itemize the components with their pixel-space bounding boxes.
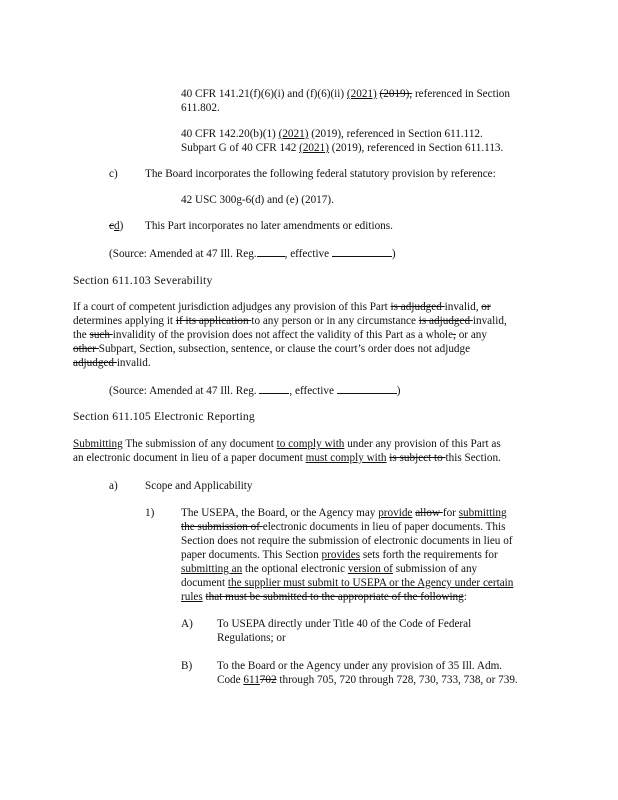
deleted-text: allow [415,507,443,519]
item-B-label: B) [181,660,193,672]
blank-line [257,246,285,257]
blank-line [337,383,397,394]
statute-ref: 42 USC 300g-6(d) and (e) (2017). [181,194,334,206]
item-1-label: 1) [145,507,155,519]
item-1-line7: rules that must be submitted to the appropriate of the following: [181,591,467,603]
inserted-text: (2021) [299,142,329,154]
deleted-text: , [453,329,456,341]
item-1-line5: submitting an the optional electronic version of submission of any [181,563,478,575]
item-a-label: a) [109,480,118,492]
deleted-text: the submission of [181,521,263,533]
inserted-text: submitting an [181,563,243,575]
item-1-line3: Section does not require the submission of electronic documents in lieu of [181,535,513,547]
item-1-line4: paper documents. This Section provides sets forth the requirements for [181,549,498,561]
item-A-label: A) [181,618,193,630]
item-B-line2: Code 611702 through 705, 720 through 728, 730, 733, 738, or 739. [217,674,518,686]
severability-line3: the such invalidity of the provision does not affect the validity of this Part as a whole, or any [73,329,487,341]
item-cd-text: This Part incorporates no later amendments or editions. [145,220,393,232]
electronic-reporting-line2: an electronic document in lieu of a paper document must comply with is subject to this Section. [73,452,501,464]
item-B-line1: To the Board or the Agency under any provision of 35 Ill. Adm. [217,660,503,672]
inserted-text: version of [347,563,393,575]
inserted-text: must comply with [305,452,387,464]
inserted-text: (2021) [346,88,377,100]
inserted-text: provides [321,549,361,561]
item-1-line1: The USEPA, the Board, or the Agency may provide allow for submitting [181,507,507,519]
inserted-text: submitting [458,507,507,519]
deleted-text: is adjudged [390,301,445,313]
section-heading-electronic-reporting: Section 611.105 Electronic Reporting [73,410,255,423]
inserted-text: 611 [243,674,260,686]
severability-line2: determines applying it if its application to any person or in any circumstance is adjudged invalid, [73,315,507,327]
deleted-text: 702 [259,674,277,686]
item-cd-label: cd) [109,220,124,232]
blank-line [332,246,392,257]
severability-line4: other Subpart, Section, subsection, sentence, or clause the court’s order does not adjudge [73,343,471,355]
deleted-text: if its application [175,315,252,327]
inserted-text: the supplier must submit to USEPA or the Agency under certain [227,577,514,589]
section-heading-severability: Section 611.103 Severability [73,274,213,287]
deleted-text: (2019), [379,88,413,100]
electronic-reporting-line1: Submitting The submission of any document to comply with under any provision of this Part as [73,438,501,450]
deleted-text: is adjudged [418,315,473,327]
severability-line5: adjudged invalid. [73,357,151,369]
deleted-text: adjudged [73,357,117,369]
severability-line1: If a court of competent jurisdiction adjudges any provision of this Part is adjudged invalid, or [73,301,491,313]
blank-line [259,383,289,394]
deleted-text: other [73,343,99,355]
source-note-2: (Source: Amended at 47 Ill. Reg. , effective ) [109,385,401,397]
cfr-ref-142-20: 40 CFR 142.20(b)(1) (2021) (2019), referenced in Section 611.112. [181,128,483,140]
inserted-text: (2021) [278,128,309,140]
inserted-text: rules [181,591,203,603]
item-A-line2: Regulations; or [217,632,286,644]
inserted-text: to comply with [276,438,345,450]
item-a-text: Scope and Applicability [145,480,253,492]
cfr-ref-141-line1: 40 CFR 141.21(f)(6)(i) and (f)(6)(ii) (2021) (2019), referenced in Section [181,88,510,100]
deleted-text: such [89,329,113,341]
inserted-text: d [113,220,120,232]
inserted-text: Submitting [73,438,123,450]
deleted-text: is subject to [389,452,446,464]
deleted-text: c [109,220,114,232]
source-note-1: (Source: Amended at 47 Ill. Reg. , effective ) [109,248,396,260]
cfr-ref-142-subpart-g: Subpart G of 40 CFR 142 (2021) (2019), referenced in Section 611.113. [181,142,504,154]
item-c-text: The Board incorporates the following federal statutory provision by reference: [145,168,496,180]
item-1-line6: document the supplier must submit to USEPA or the Agency under certain [181,577,514,589]
item-1-line2: the submission of electronic documents in lieu of paper documents. This [181,521,506,533]
item-c-label: c) [109,168,118,180]
cfr-ref-141-line2: 611.802. [181,102,220,114]
deleted-text: that must be submitted to the appropriate of the following [205,591,464,603]
inserted-text: provide [378,507,413,519]
deleted-text: or [481,301,491,313]
item-A-line1: To USEPA directly under Title 40 of the Code of Federal [217,618,472,630]
